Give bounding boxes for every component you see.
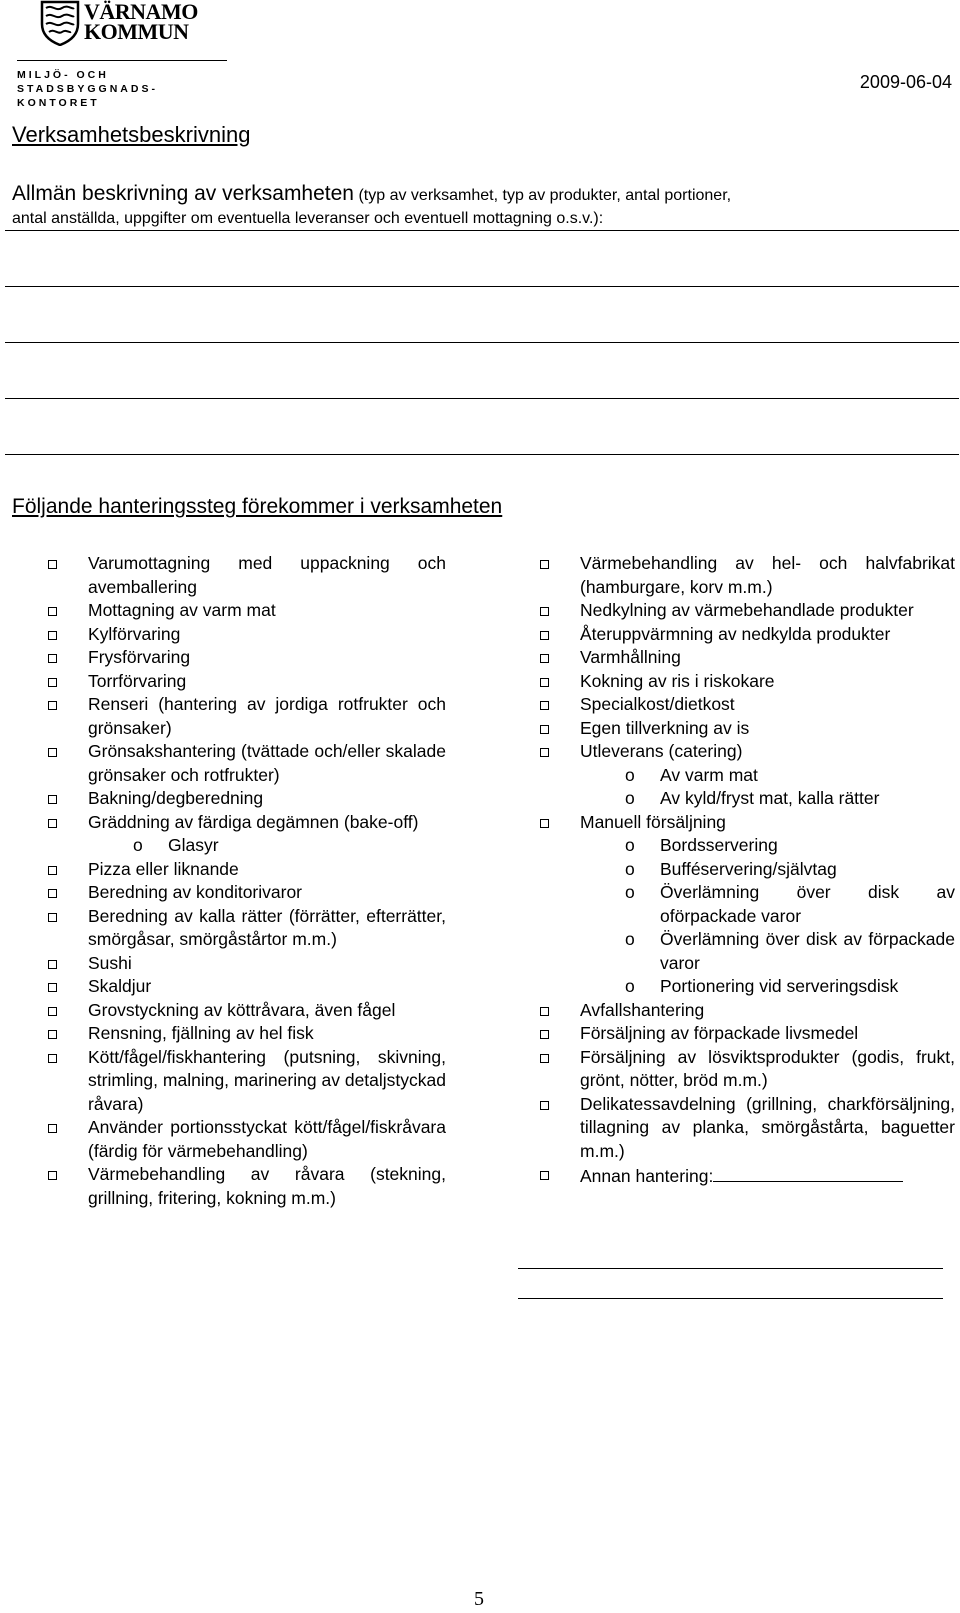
answer-line[interactable] xyxy=(5,342,959,343)
checklist-item xyxy=(540,623,955,647)
checkbox[interactable] xyxy=(540,1171,549,1180)
checklist-item-label: Återuppvärmning av nedkylda produkter xyxy=(580,623,891,644)
logo-text xyxy=(84,2,198,42)
intro-lead: Allmän beskrivning av verksamheten xyxy=(12,182,354,205)
checklist-subitem xyxy=(48,834,446,858)
checkbox[interactable] xyxy=(48,866,57,875)
checkbox[interactable] xyxy=(540,607,549,616)
checklist-item xyxy=(540,740,955,764)
checkbox[interactable] xyxy=(48,1054,57,1063)
checklist-item xyxy=(48,1046,446,1117)
checklist-subitem-label: Av kyld/fryst mat, kalla rätter xyxy=(660,788,880,808)
checkbox[interactable] xyxy=(48,631,57,640)
checkbox[interactable] xyxy=(48,654,57,663)
checklist-item xyxy=(48,787,446,811)
checkbox[interactable] xyxy=(48,1171,57,1180)
checklist-item-label: Varumottagning med uppackning och avemballering xyxy=(88,553,446,597)
checklist-item xyxy=(48,1116,446,1163)
section-title: Verksamhetsbeskrivning xyxy=(12,122,251,147)
checklist-item-label: Beredning av kalla rätter (förrätter, efterrätter, smörgåsar, smörgåstårtor m.m.) xyxy=(88,905,446,949)
checklist-item xyxy=(48,1022,446,1046)
checklist-subitem xyxy=(540,858,955,882)
logo-line-2: KOMMUN xyxy=(84,19,189,44)
checkbox[interactable] xyxy=(540,1030,549,1039)
checklist-item xyxy=(48,1163,446,1210)
checklist-item-label: Delikatessavdelning (grillning, charkförsäljning, tillagning av planka, smörgåstårta, baguetter m.m.) xyxy=(580,1093,955,1161)
answer-line[interactable] xyxy=(5,398,959,399)
checklist-subitem-label: Överlämning över disk av oförpackade varor xyxy=(660,882,955,926)
checklist-item-label: Försäljning av lösviktsprodukter (godis, frukt, grönt, nötter, bröd m.m.) xyxy=(580,1046,955,1090)
checklist-item xyxy=(540,717,955,741)
checklist-item-label: Värmebehandling av råvara (stekning, grillning, fritering, kokning m.m.) xyxy=(88,1164,446,1208)
checklist-item-label: Manuell försäljning xyxy=(580,811,726,832)
checklist-item-label: Torrförvaring xyxy=(88,670,187,691)
bullet-marker: o xyxy=(625,835,635,855)
checklist-item xyxy=(540,670,955,694)
checklist-subitem xyxy=(540,834,955,858)
checklist-subitem-label: Bufféservering/självtag xyxy=(660,858,837,879)
checklist-subitem-label: Portionering vid serveringsdisk xyxy=(660,976,899,996)
checkbox[interactable] xyxy=(48,795,57,804)
checkbox[interactable] xyxy=(48,607,57,616)
checkbox[interactable] xyxy=(540,725,549,734)
checklist-item xyxy=(48,740,446,787)
checklist-item-label: Nedkylning av värmebehandlade produkter xyxy=(580,600,914,620)
checklist-item-label: Egen tillverkning av is xyxy=(580,717,750,738)
checklist-item-label: Frysförvaring xyxy=(88,647,191,667)
coat-of-arms-icon xyxy=(40,0,80,46)
checklist-subitem xyxy=(540,881,955,928)
checklist-item xyxy=(48,552,446,599)
checklist-item xyxy=(48,623,446,647)
bullet-marker: o xyxy=(625,764,635,785)
header-divider xyxy=(17,60,227,61)
checkbox[interactable] xyxy=(48,1030,57,1039)
checklist-item-label: Varmhållning xyxy=(580,647,681,667)
checklist-item-label: Avfallshantering xyxy=(580,999,705,1020)
checklist-subitem-label: Glasyr xyxy=(168,835,219,855)
checklist-item-label: Försäljning av förpackade livsmedel xyxy=(580,1023,859,1043)
checkbox[interactable] xyxy=(48,701,57,710)
steps-title: Följande hanteringssteg förekommer i verksamheten xyxy=(12,495,503,518)
checklist-item-label: Renseri (hantering av jordiga rotfrukter och grönsaker) xyxy=(88,694,446,738)
checklist-item xyxy=(48,905,446,952)
checklist-subitem xyxy=(540,928,955,975)
other-handling-field[interactable] xyxy=(713,1163,903,1182)
checklist-item-label: Utleverans (catering) xyxy=(580,741,743,761)
answer-line[interactable] xyxy=(5,286,959,287)
checkbox[interactable] xyxy=(48,960,57,969)
checkbox[interactable] xyxy=(540,631,549,640)
bullet-marker: o xyxy=(133,835,143,855)
checklist-item xyxy=(540,552,955,599)
checklist-item xyxy=(540,1163,955,1189)
checklist-subitem xyxy=(540,787,955,811)
checklist-item xyxy=(540,693,955,717)
checklist-item xyxy=(540,1022,955,1046)
checkbox[interactable] xyxy=(48,913,57,922)
checkbox[interactable] xyxy=(540,819,549,828)
checkbox[interactable] xyxy=(48,678,57,687)
checkbox[interactable] xyxy=(540,701,549,710)
other-handling-line[interactable] xyxy=(518,1268,943,1269)
bullet-marker: o xyxy=(625,929,635,949)
checkbox[interactable] xyxy=(48,560,57,569)
bullet-marker: o xyxy=(625,976,635,996)
answer-line[interactable] xyxy=(5,454,959,455)
checklist-item-label: Mottagning av varm mat xyxy=(88,600,276,620)
intro-detail-2: antal anställda, uppgifter om eventuella leveranser och eventuell mottagning o.s.v.): xyxy=(12,210,604,227)
checklist-item xyxy=(48,599,446,623)
intro-detail-1: (typ av verksamhet, typ av produkter, antal portioner, xyxy=(358,187,732,204)
checklist-item xyxy=(540,811,955,835)
checkbox[interactable] xyxy=(48,819,57,828)
bullet-marker: o xyxy=(625,882,635,902)
checklist-item-label: Sushi xyxy=(88,952,132,973)
checklist-item-label: Bakning/degberedning xyxy=(88,788,264,808)
checklist-item-label: Skaldjur xyxy=(88,976,152,996)
checklist-item xyxy=(48,975,446,999)
bullet-marker: o xyxy=(625,788,635,808)
checklist-item-label: Beredning av konditorivaror xyxy=(88,882,303,902)
checklist-item xyxy=(540,1046,955,1093)
checklist-item-label: Gräddning av färdiga degämnen (bake-off) xyxy=(88,811,419,832)
checklist-item-label: Annan hantering: xyxy=(580,1166,714,1186)
document-date: 2009-06-04 xyxy=(859,72,952,92)
checkbox[interactable] xyxy=(540,678,549,687)
other-handling-line[interactable] xyxy=(518,1298,943,1299)
checklist-item xyxy=(540,1093,955,1164)
checkbox[interactable] xyxy=(48,889,57,898)
checklist-subitem xyxy=(540,975,955,999)
checkbox[interactable] xyxy=(48,1124,57,1133)
checklist-item-label: Kylförvaring xyxy=(88,623,181,644)
checkbox[interactable] xyxy=(540,1007,549,1016)
checklist-subitem-label: Av varm mat xyxy=(660,764,758,785)
page-number: 5 xyxy=(474,1588,484,1610)
right-checklist xyxy=(540,552,955,1189)
checklist-item-label: Grovstyckning av köttråvara, även fågel xyxy=(88,999,396,1020)
checklist-item xyxy=(540,599,955,623)
checkbox[interactable] xyxy=(48,748,57,757)
checklist-item-label: Kokning av ris i riskokare xyxy=(580,670,775,691)
answer-line[interactable] xyxy=(5,230,959,231)
checklist-item-label: Använder portionsstyckat kött/fågel/fiskråvara (färdig för värmebehandling) xyxy=(88,1117,446,1161)
checklist-item-label: Grönsakshantering (tvättade och/eller skalade grönsaker och rotfrukter) xyxy=(88,741,446,785)
checkbox[interactable] xyxy=(540,748,549,757)
checkbox[interactable] xyxy=(540,560,549,569)
checklist-item-label: Pizza eller liknande xyxy=(88,858,239,879)
intro-description xyxy=(12,182,957,230)
checklist-subitem xyxy=(540,764,955,788)
bullet-marker: o xyxy=(625,858,635,879)
checkbox[interactable] xyxy=(48,1007,57,1016)
checklist-item xyxy=(540,646,955,670)
checklist-item xyxy=(48,999,446,1023)
logo-line-1: VÄRNAMO xyxy=(84,0,198,24)
checkbox[interactable] xyxy=(48,983,57,992)
checklist-item xyxy=(48,646,446,670)
checkbox[interactable] xyxy=(540,1054,549,1063)
checklist-subitem-label: Överlämning över disk av förpackade varor xyxy=(660,929,955,973)
checklist-item xyxy=(540,999,955,1023)
varnamo-kommun-logo xyxy=(40,0,240,60)
checklist-item xyxy=(48,858,446,882)
checkbox[interactable] xyxy=(540,1101,549,1110)
checklist-item-label: Rensning, fjällning av hel fisk xyxy=(88,1023,314,1043)
checkbox[interactable] xyxy=(540,654,549,663)
checklist-item xyxy=(48,670,446,694)
checklist-item xyxy=(48,881,446,905)
checklist-item-label: Värmebehandling av hel- och halvfabrikat (hamburgare, korv m.m.) xyxy=(580,553,955,597)
checklist-item-label: Kött/fågel/fiskhantering (putsning, skivning, strimling, malning, marinering av detaljstyckad råvara) xyxy=(88,1046,446,1114)
checklist-item xyxy=(48,952,446,976)
checklist-item-label: Specialkost/dietkost xyxy=(580,694,735,714)
checklist-subitem-label: Bordsservering xyxy=(660,835,778,855)
checklist-item xyxy=(48,811,446,835)
left-checklist xyxy=(48,552,446,1210)
checklist-item xyxy=(48,693,446,740)
office-name: MILJÖ- OCH STADSBYGGNADS-KONTORET xyxy=(17,69,158,109)
